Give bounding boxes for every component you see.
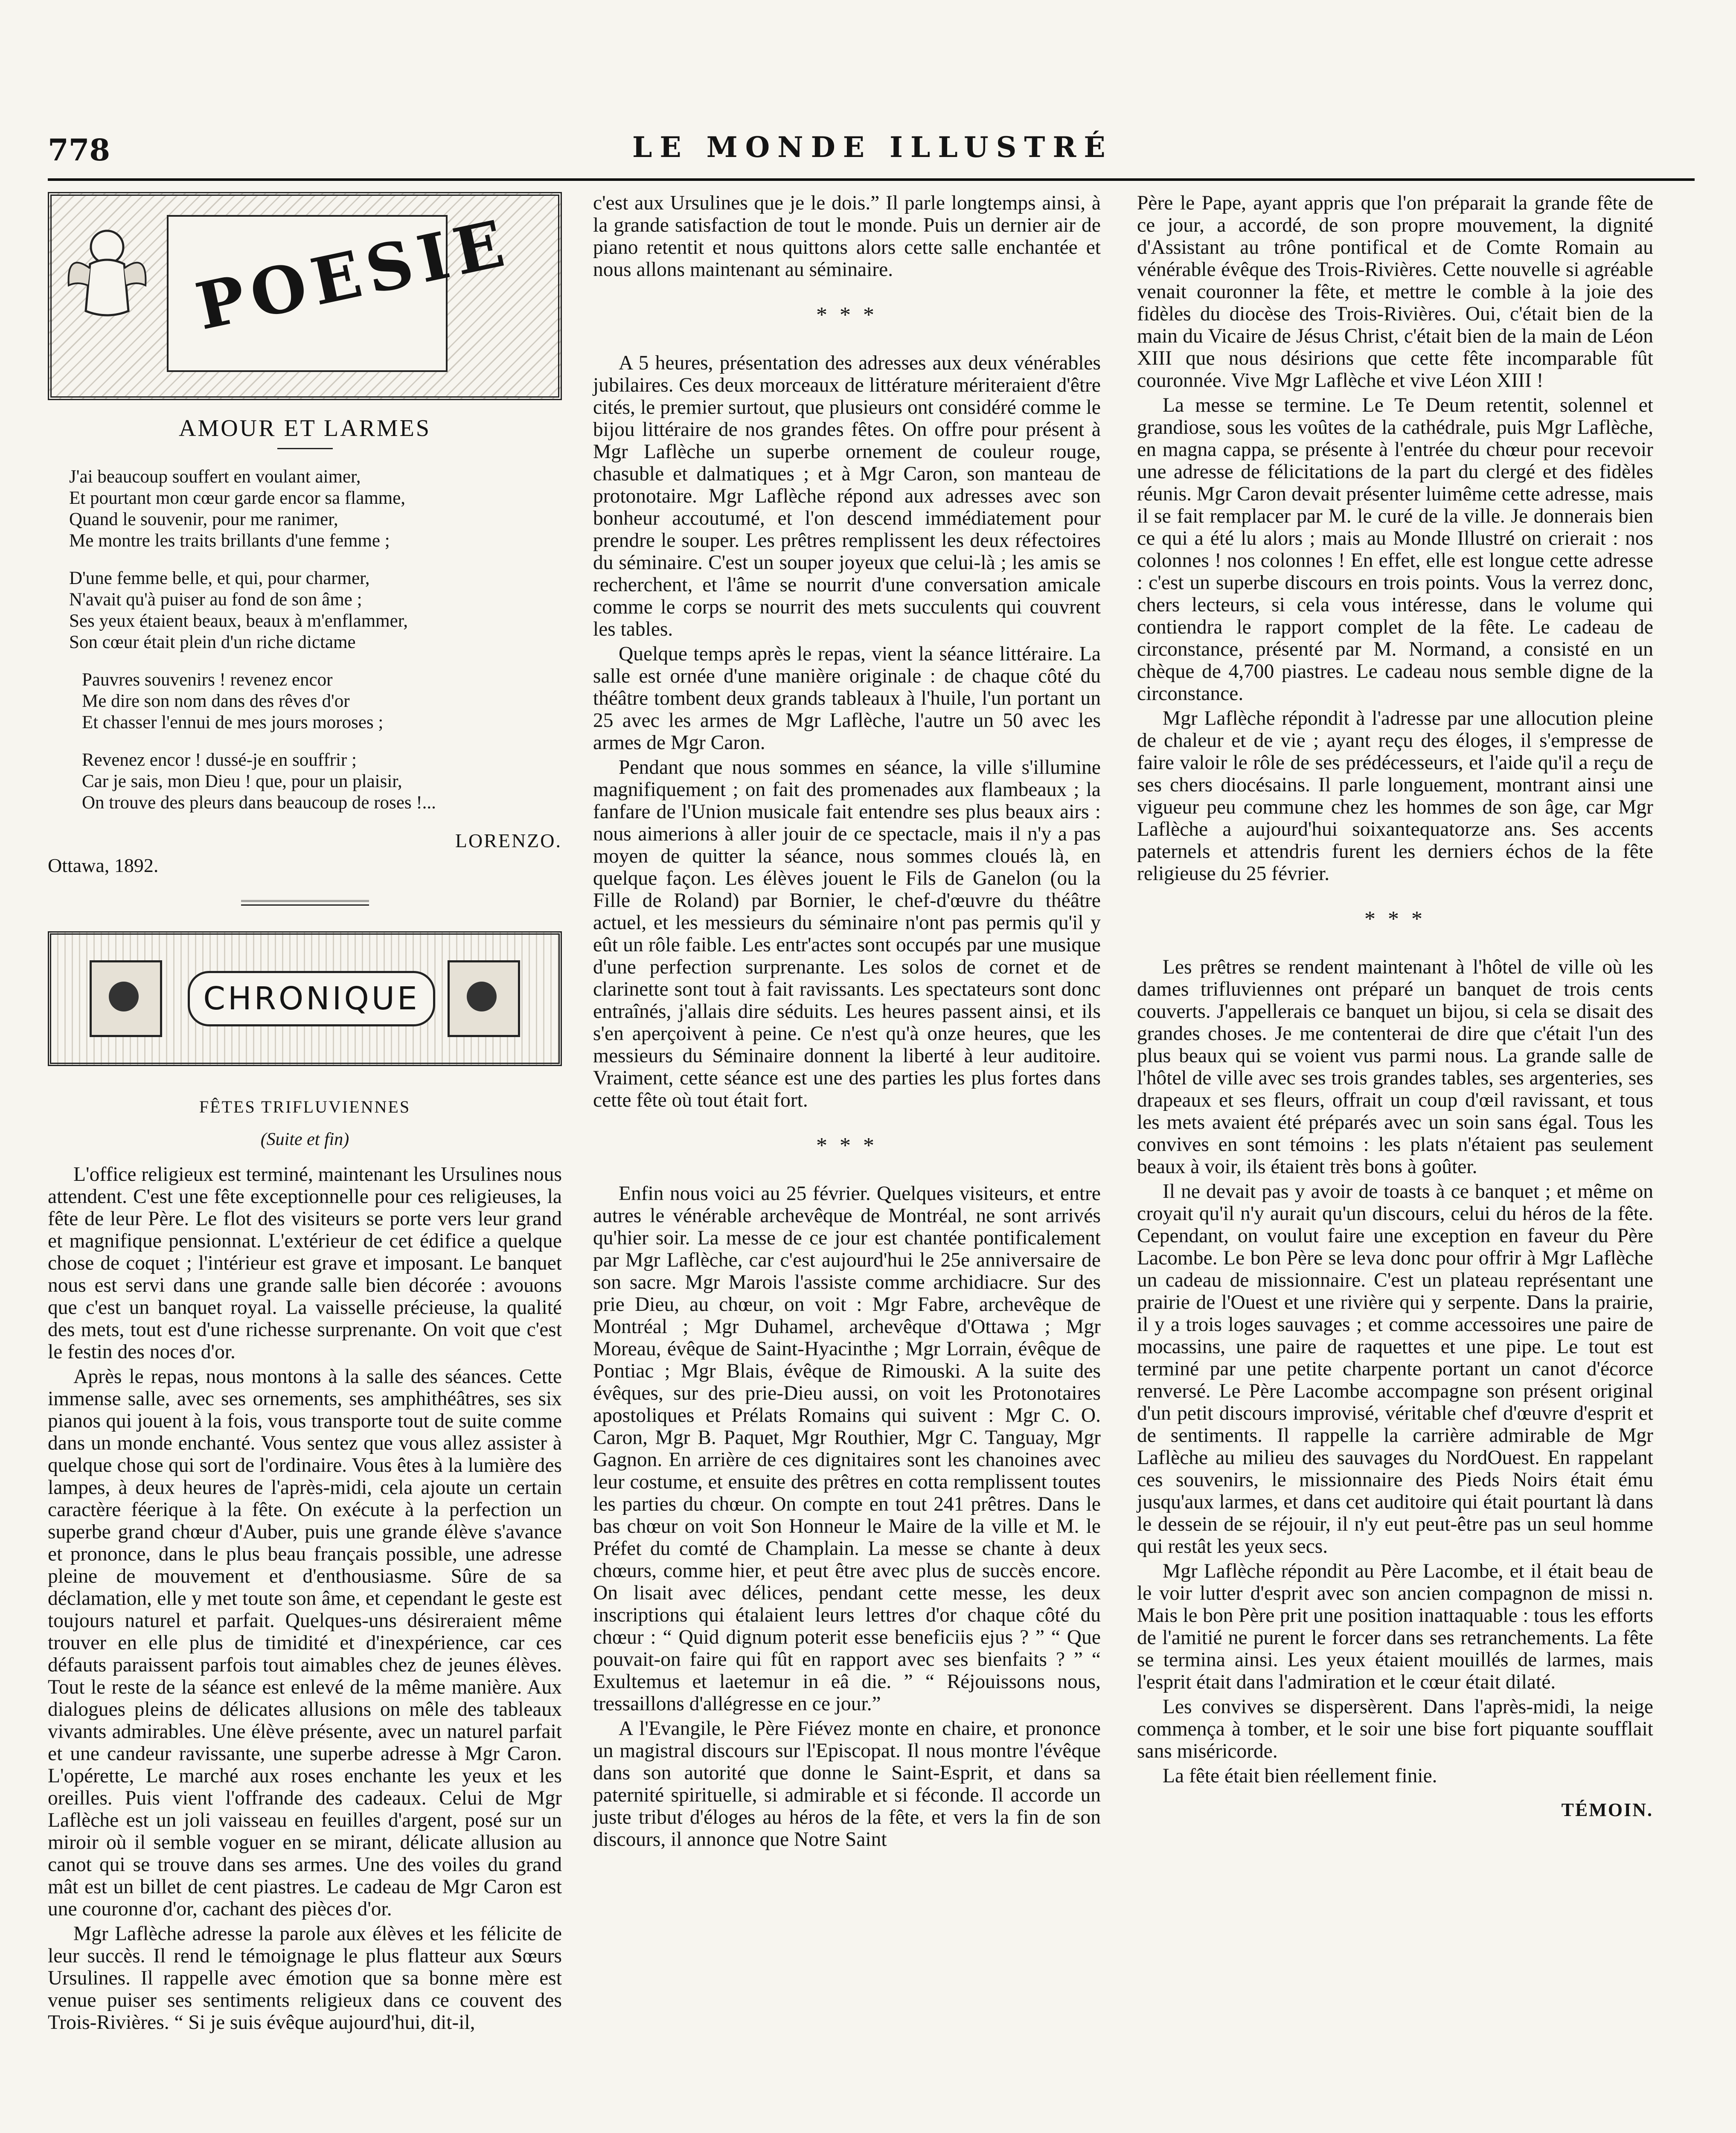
poem-stanza (69, 568, 562, 653)
article-paragraph: Père le Pape, ayant appris que l'on préparait la grande fête de ce jour, a accordé, de son propre mouvement, la dignité d'Assistant au trône pontifical et de Comte Romain au vénérable évêque des Trois-Rivières. Cette nouvelle si agréable venait couronner la fête, et mettre le comble à la joie des fidèles du diocèse des Trois-Rivières. Oui, c'était bien de la main du Vicaire de Jésus Christ, c'était bien de la main de Léon XIII que nous désirions que cette fête incomparable fût couronnée. Vive Mgr Laflèche et vive Léon XIII ! (1137, 192, 1653, 392)
verse-line: D'une femme belle, et qui, pour charmer, (69, 568, 370, 588)
verse-line: Pauvres souvenirs ! revenez encor (82, 670, 333, 690)
title-rule (277, 448, 333, 449)
article-paragraph: Enfin nous voici au 25 février. Quelques visiteurs, et entre autres le vénérable archevêque de Montréal, ne sont arrivés qu'hier soir. La messe de ce jour est chantée pontificalement par Mgr Laflèche, car c'est aujourd'hui le 25e anniversaire de son sacre. Mgr Marois l'assiste comme archidiacre. Sur des prie Dieu, au chœur, on voit : Mgr Fabre, archevêque de Montréal ; Mgr Duhamel, archevêque d'Ottawa ; Mgr Moreau, évêque de Saint-Hyacinthe ; Mgr Lorrain, évêque de Pontiac ; Mgr Blais, évêque de Rimouski. A la suite des évêques, sur des prie-Dieu aussi, on voit les Protonotaires apostoliques et Prélats Romains qui suivent : Mgr C. O. Caron, Mgr B. Paquet, Mgr Routhier, Mgr C. Tanguay, Mgr Gagnon. En arrière de ces dignitaires sont les chanoines avec leur costume, et ensuite des prêtres en cotta remplissent toutes les parties du chœur. On compte en tout 241 prêtres. Dans le bas chœur on voit Son Honneur le Maire de la ville et M. le Préfet du comté de Champlain. La messe se chante à deux chœurs, comme hier, et peut être avec plus de succès encore. On lisait avec délices, pendant cette messe, les deux inscriptions qui étalaient leurs lettres d'or chaque côté du chœur : “ Quid dignum poterit esse beneficiis ejus ? ” “ Que pouvait-on faire qui fût en rapport avec ses bienfaits ? ” “ Exultemus et laetemur in eâ die. ” “ Réjouissons nous, tressaillons d'allégresse en ce jour.” (593, 1183, 1101, 1715)
article-signature: TÉMOIN. (1561, 1799, 1653, 1820)
verse-line: Car je sais, mon Dieu ! que, pour un plaisir, (82, 771, 402, 791)
chronique-banner (48, 931, 562, 1066)
poesie-banner (48, 192, 562, 400)
article-title: FÊTES TRIFLUVIENNES (199, 1097, 411, 1116)
verse-line: N'avait qu'à puiser au fond de son âme ; (69, 590, 362, 610)
article-paragraph: Pendant que nous sommes en séance, la ville s'illumine magnifiquement ; on fait des promenades aux flambeaux ; la fanfare de l'Union musicale fait entendre ses plus beaux airs : nous aimerions à aller jouir de ce spectacle, mais il n'y a pas moyen de quitter la séance, nous sommes cloués là, en quelque façon. Les élèves jouent le Fils de Ganelon (ou la Fille de Roland) par Bornier, le chef-d'œuvre du théâtre actuel, et les messieurs du séminaire n'ont pas permis qu'il y eût un rôle faible. Les entr'actes sont occupés par une musique d'une perfection surprenante. Les solos de cornet et de clarinette sont tout à fait ravissants. Les spectateurs sont donc entraînés, j'allais dire séduits. Les heures passent ainsi, et ils s'en aperçoivent à peine. Ce n'est qu'à onze heures, que les messieurs du Séminaire donnent la liberté à leur auditoire. Vraiment, cette séance est une des parties les plus fortes dans cette fête où tout était fort. (593, 756, 1101, 1111)
column-1 (48, 192, 562, 2034)
asterism-separator: * * * (1364, 907, 1426, 931)
verse-line: Son cœur était plein d'un riche dictame (69, 632, 356, 652)
article-paragraph: Après le repas, nous montons à la salle des séances. Cette immense salle, avec ses ornements, ses amphithéâtres, ses six pianos qui jouent à la fois, vous transporte tout de suite comme dans un monde enchanté. Vous sentez que vous allez assister à quelque chose qui sort de l'ordinaire. Vous êtes à la lumière des lampes, à deux heures de l'après-midi, cela ajoute un certain caractère féerique à la fête. On exécute à la perfection un superbe grand chœur d'Auber, puis une grande élève s'avance et prononce, dans le plus beau français possible, une adresse pleine de mouvement et d'enthousiasme. Sûre de sa déclamation, elle y met toute son âme, et cependant le geste est toujours naturel et parfait. Quelques-uns désireraient même trouver en elle plus de timidité et d'inexpérience, car ces défauts paraissent parfois tout aimables chez de jeunes élèves. Tout le reste de la séance est enlevé de la même manière. Aux dialogues pleins de délicates allusions on mêle des tableaux vivants admirables. Une élève présente, avec un naturel parfait et une candeur ravissante, une superbe adresse à Mgr Caron. L'opérette, Le marché aux roses enchante les yeux et les oreilles. Puis vient l'offrande des cadeaux. Celui de Mgr Laflèche est un joli vaisseau en feuilles d'argent, posé sur un miroir où il semble voguer en se mirant, délicate allusion au canot qui se trouve dans ses armes. Une des voiles du grand mât est un billet de cent piastres. Le cadeau de Mgr Caron est une couronne d'or, cachant des pièces d'or. (48, 1366, 562, 1920)
poem-stanza (69, 669, 562, 733)
medallion-right (448, 960, 520, 1037)
cherub-illustration (64, 217, 150, 345)
article-subtitle: (Suite et fin) (260, 1130, 349, 1149)
article-paragraph: A l'Evangile, le Père Fiévez monte en chaire, et prononce un magistral discours sur l'Episcopat. Il nous montre l'évêque dans son autorité que donne le Saint-Esprit, et dans sa paternité spirituelle, si admirable et si féconde. Il accorde un juste tribut d'éloges au héros de la fête, et vers la fin de son discours, il annonce que Notre Saint (593, 1717, 1101, 1851)
article-paragraph: Les convives se dispersèrent. Dans l'après-midi, la neige commença à tomber, et le soir une bise fort piquante soufflait sans miséricorde. (1137, 1696, 1653, 1762)
article-paragraph: L'office religieux est terminé, maintenant les Ursulines nous attendent. C'est une fête exceptionnelle pour ces religieuses, la fête de leur Père. Le flot des visiteurs se porte vers leur grand et magnifique pensionnat. L'extérieur de cet édifice a quelque chose de coquet ; l'intérieur est grave et imposant. Le banquet nous est servi dans une grande salle bien décorée : avouons que c'est un banquet royal. La vaisselle précieuse, la qualité des mets, tout est d'une richesse surprenante. On voit que c'est le festin des noces d'or. (48, 1163, 562, 1363)
verse-line: Me montre les traits brillants d'une femme ; (69, 531, 390, 551)
article-paragraph: Mgr Laflèche répondit au Père Lacombe, et il était beau de le voir lutter d'esprit avec son ancien compagnon de missi n. Mais le bon Père prit une position inattaquable : tous les efforts de l'amitié ne purent le forcer dans ses retranchements. La fête se termina ainsi. Les yeux étaient mouillés de larmes, mais l'esprit était dans l'admiration et le cœur était dilaté. (1137, 1560, 1653, 1693)
article-paragraph: A 5 heures, présentation des adresses aux deux vénérables jubilaires. Ces deux morceaux de littérature mériteraient d'être cités, le premier surtout, que plusieurs ont considéré comme le bijou littéraire de nos grandes fêtes. On offre pour présent à Mgr Laflèche un superbe ornement de couleur rouge, chasuble et dalmatiques ; et à Mgr Caron, son manteau de protonotaire. Mgr Laflèche répond aux adresses avec son bonheur accoutumé, et l'on descend immédiatement pour prendre le souper. Les prêtres remplissent les deux réfectoires du séminaire. C'est un souper joyeux que celui-là ; les amis se recherchent, et l'âme se nourrit d'une conversation amicale comme le corps se nourrit des mets succulents qui couvrent les tables. (593, 352, 1101, 640)
poem-stanza (69, 750, 562, 814)
asterism-separator: * * * (816, 1133, 878, 1158)
running-head (48, 128, 1736, 175)
medallion-left (90, 960, 162, 1037)
asterism-separator: * * * (816, 303, 878, 327)
poem-stanza (69, 466, 562, 552)
article-paragraph: Il ne devait pas y avoir de toasts à ce banquet ; et même on croyait qu'il n'y aurait qu'un discours, celui du héros de la fête. Cependant, on voulut faire une exception en faveur du Père Lacombe. Le bon Père se leva donc pour offrir à Mgr Laflèche un cadeau de missionnaire. C'est un plateau représentant une prairie de l'Ouest et une rivière qui y serpente. Dans la prairie, il y a trois loges sauvages ; et comme accessoires une paire de mocassins, une paire de raquettes et une pipe. Le tout est terminé par une petite charpente portant un canot d'écorce renversé. Le Père Lacombe accompagne son présent original d'un petit discours improvisé, véritable chef d'œuvre d'esprit et de sentiments. Il rappelle la carrière admirable de Mgr Laflèche au milieu des sauvages du NordOuest. En rappelant ces souvenirs, le missionnaire des Pieds Noirs était ému jusqu'aux larmes, et dans cet auditoire qui était pourtant là dans le dessein de se réjouir, il n'y eut peut-être pas un seul homme qui restât les yeux secs. (1137, 1180, 1653, 1558)
page-number: 778 (48, 132, 110, 168)
poesie-panel (167, 205, 517, 372)
verse-line: Quand le souvenir, pour me ranimer, (69, 509, 338, 529)
poem-author: LORENZO. (455, 830, 562, 851)
poem-title: AMOUR ET LARMES (178, 415, 431, 442)
column-3 (1137, 192, 1653, 1821)
article-paragraph: Mgr Laflèche adresse la parole aux élèves et les félicite de leur succès. Il rend le témoignage le plus flatteur aux Sœurs Ursulines. Il rappelle avec émotion que sa bonne mère est venue puiser ses sentiments religieux dans ce couvent des Trois-Rivières. “ Si je suis évêque aujourd'hui, dit-il, (48, 1923, 562, 2034)
section-divider (241, 900, 369, 906)
header-rule (48, 178, 1695, 181)
journal-title: LE MONDE ILLUSTRÉ (632, 131, 1113, 164)
poem-place-date: Ottawa, 1892. (48, 854, 159, 876)
article-paragraph: La fête était bien réellement finie. (1163, 1765, 1437, 1787)
verse-line: Et chasser l'ennui de mes jours moroses ; (82, 712, 384, 732)
verse-line: Ses yeux étaient beaux, beaux à m'enflammer, (69, 611, 408, 631)
chronique-banner-label: CHRONIQUE (188, 971, 435, 1026)
article-paragraph: c'est aux Ursulines que je le dois.” Il parle longtemps ainsi, à la grande satisfaction de tout le monde. Puis un dernier air de piano retentit et nous quittons alors cette salle enchantée et nous allons maintenant au séminaire. (593, 192, 1101, 281)
column-2 (593, 192, 1101, 1851)
article-paragraph: Quelque temps après le repas, vient la séance littéraire. La salle est ornée d'une manière originale : de chaque côté du théâtre tombent deux grands tableaux à l'huile, l'un portant un 25 avec les armes de Mgr Laflèche, l'autre un 50 avec les armes de Mgr Caron. (593, 643, 1101, 754)
verse-line: Et pourtant mon cœur garde encor sa flamme, (69, 488, 406, 508)
verse-line: J'ai beaucoup souffert en voulant aimer, (69, 467, 361, 487)
article-paragraph: Mgr Laflèche répondit à l'adresse par une allocution pleine de chaleur et de vie ; ayant reçu des éloges, il s'empresse de faire valoir le rôle de ses prédécesseurs, et l'aide qu'il a reçu de ses chers diocésains. Il parle longuement, montrant ainsi une vigueur peu commune chez les hommes de son âge, car Mgr Laflèche a aujourd'hui soixantequatorze ans. Ses accents paternels et attendris furent les derniers échos de la fête religieuse du 25 février. (1137, 707, 1653, 885)
article-paragraph: Les prêtres se rendent maintenant à l'hôtel de ville où les dames trifluviennes ont préparé un banquet de trois cents couverts. J'appellerais ce banquet un bijou, si cela se disait des grandes choses. Je me contenterai de dire que c'était l'un des plus beaux qui se voient vus parmi nous. La grande salle de l'hôtel de ville avec ses trois grandes tables, ses argenteries, ses drapeaux et ses fleurs, offrait un coup d'œil ravissant, et tous les mets avaient été préparés avec un soin sans égal. Tous les convives en sont témoins : les plats n'étaient pas seulement beaux à voir, ils étaient très bons à goûter. (1137, 956, 1653, 1178)
verse-line: Me dire son nom dans des rêves d'or (82, 691, 350, 711)
verse-line: Revenez encor ! dussé-je en souffrir ; (82, 750, 357, 770)
poesie-banner-label: POESIE (189, 205, 517, 345)
verse-line: On trouve des pleurs dans beaucoup de roses !... (82, 793, 436, 813)
article-paragraph: La messe se termine. Le Te Deum retentit, solennel et grandiose, sous les voûtes de la cathédrale, puis Mgr Laflèche, en magna cappa, se présente à l'entrée du chœur pour recevoir une adresse de félicitations de la part du clergé et des fidèles réunis. Mgr Caron devait présenter luimême cette adresse, mais il se fait remplacer par M. le curé de la ville. Je donnerais bien ce qui a été lu alors ; mais au Monde Illustré on crierait : nos colonnes ! nos colonnes ! En effet, elle est longue cette adresse : c'est un superbe discours en trois points. Vous la verrez donc, chers lecteurs, si cela vous intéresse, dans le volume qui contiendra le rapport complet de la fête. Le cadeau de circonstance, présenté par M. Normand, a consisté en un chèque de 4,700 piastres. Le cadeau nous semble digne de la circonstance. (1137, 394, 1653, 705)
